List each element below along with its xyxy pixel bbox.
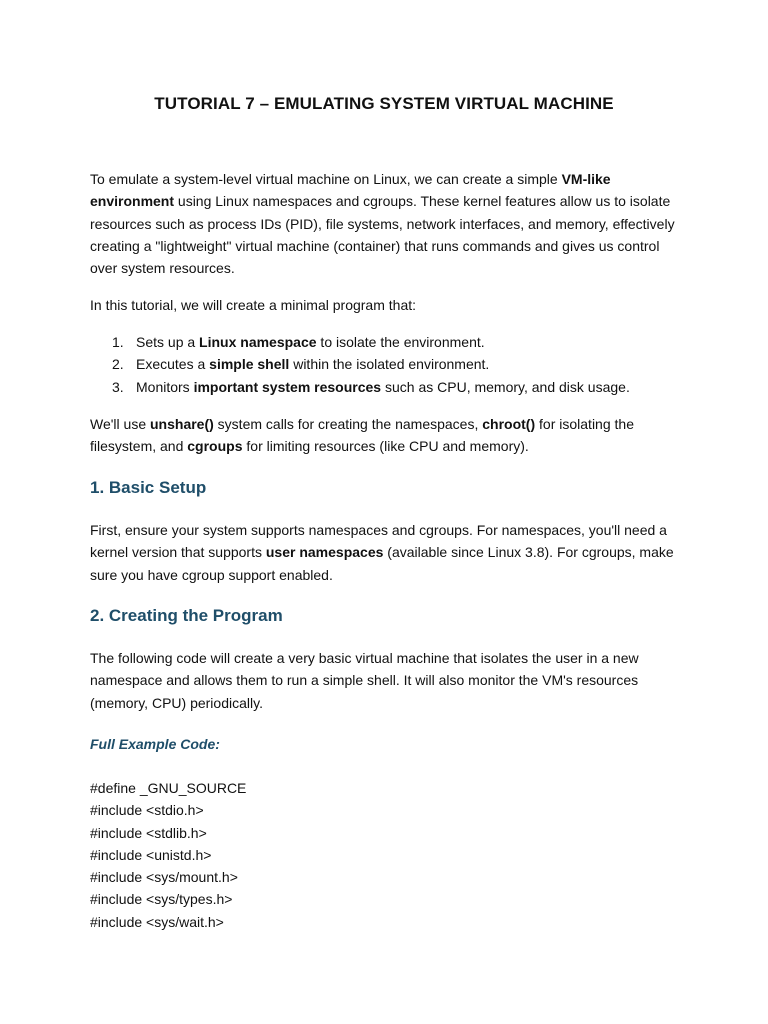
syscalls-bold-unshare: unshare() [150,416,214,432]
syscalls-bold-chroot: chroot() [482,416,536,432]
code-line: #include <stdlib.h> [90,824,207,841]
list-item [112,376,692,398]
intro-paragraph [90,168,682,279]
syscalls-text: We'll use [90,416,150,432]
list-item-text: such as CPU, memory, and disk usage. [381,378,630,395]
section-heading-creating-program: 2. Creating the Program [90,606,283,625]
intro-text-1: To emulate a system-level virtual machine on Linux, we can create a simple [90,171,562,187]
code-line: #include <unistd.h> [90,846,212,863]
syscalls-text: system calls for creating the namespaces, [213,416,483,432]
list-item-text: Sets up a [136,334,200,350]
creating-program-paragraph: The following code will create a very basic virtual machine that isolates the user in a new namespace and allows them to run a simple shell. It will also monitor the VM's resources (memory, CPU) periodically. [90,650,639,711]
list-item-text: within the isolated environment. [289,356,490,373]
list-item-number: 1. [112,334,124,350]
section-heading-basic-setup: 1. Basic Setup [90,478,207,497]
list-item-number: 2. [112,356,124,373]
list-item-bold: important system resources [193,378,382,395]
syscalls-paragraph [90,413,682,458]
basic-setup-text: First, ensure your system supports namespaces and cgroups. For namespaces, you'll need a kernel version that supports [90,522,667,561]
intro-text-2: using Linux namespaces and cgroups. These kernel features allow us to isolate resources such as process IDs (PID), file systems, network interfaces, and memory, effectively creating a "lightweight" virtual machine (container) that runs commands and gives us control over system resources. [90,193,675,277]
list-item-bold: Linux namespace [199,334,317,350]
steps-list [112,331,692,398]
document-title: TUTORIAL 7 – EMULATING SYSTEM VIRTUAL MACHINE [154,94,614,113]
list-item-text: Monitors [136,378,194,395]
list-item [112,353,692,375]
list-item [112,331,692,353]
code-block [90,777,246,933]
code-line: #include <sys/types.h> [90,891,233,908]
basic-setup-text: (available since Linux 3.8). For cgroups, make sure you have cgroup support enabled. [90,544,674,583]
list-item-bold: simple shell [209,356,290,373]
list-item-number: 3. [112,378,124,395]
syscalls-bold-cgroups: cgroups [187,438,243,455]
list-item-text: to isolate the environment. [316,334,485,350]
syscalls-text: for limiting resources (like CPU and memory). [242,438,529,455]
code-line: #include <sys/wait.h> [90,913,224,930]
basic-setup-bold: user namespaces [265,544,384,561]
basic-setup-paragraph [90,519,682,586]
code-line: #define _GNU_SOURCE [90,780,247,796]
syscalls-text: for isolating the filesystem, and [90,416,634,455]
list-item-text: Executes a [136,356,210,373]
intro-bold-vm-like: VM-like environment [90,171,611,210]
example-code-label: Full Example Code: [90,736,220,752]
lead-paragraph: In this tutorial, we will create a minimal program that: [90,297,417,313]
code-line: #include <stdio.h> [90,802,204,819]
code-line: #include <sys/mount.h> [90,869,238,886]
